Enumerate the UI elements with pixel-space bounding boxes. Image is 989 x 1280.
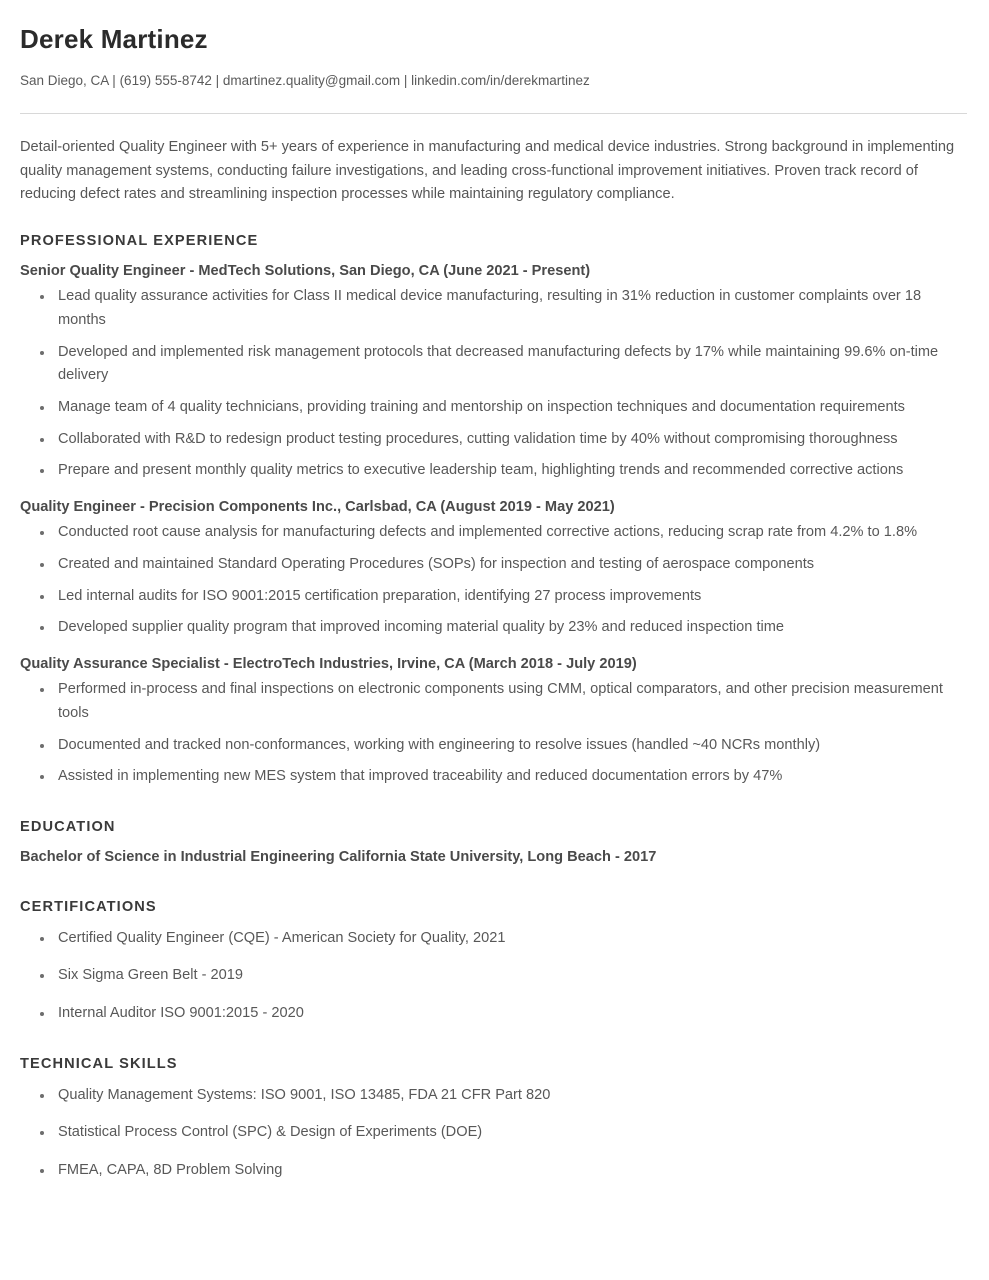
section-heading-education: EDUCATION <box>20 818 116 835</box>
job-bullet-list <box>20 678 967 789</box>
professional-summary: Detail-oriented Quality Engineer with 5+ years of experience in manufacturing and medical device industries. Strong background in implementing quality management systems, conducting failure investigations, and leading cross-functional improvement initiatives. Proven track record of reducing defect rates and streamlining inspection processes while maintaining regulatory compliance. <box>20 139 955 203</box>
experience-entry <box>20 497 967 640</box>
education-entry: Bachelor of Science in Industrial Engineering California State University, Long Beach - 2017 <box>20 848 657 865</box>
list-item: Developed supplier quality program that improved incoming material quality by 23% and reduced inspection time <box>38 616 967 640</box>
section-professional-experience <box>20 233 967 789</box>
list-item: Developed and implemented risk management protocols that decreased manufacturing defects by 17% while maintaining 99.6% on-time delivery <box>38 341 967 388</box>
job-bullet-list <box>20 285 967 482</box>
certifications-list <box>20 927 967 1026</box>
section-certifications <box>20 899 967 1026</box>
list-item: Led internal audits for ISO 9001:2015 certification preparation, identifying 27 process improvements <box>38 585 967 609</box>
job-heading: Quality Engineer - Precision Components Inc., Carlsbad, CA (August 2019 - May 2021) <box>20 498 615 515</box>
list-item: Conducted root cause analysis for manufacturing defects and implemented corrective actions, reducing scrap rate from 4.2% to 1.8% <box>38 521 967 545</box>
list-item: Documented and tracked non-conformances, working with engineering to resolve issues (handled ~40 NCRs monthly) <box>38 734 967 758</box>
list-item: Six Sigma Green Belt - 2019 <box>38 964 967 988</box>
header-divider <box>20 113 967 114</box>
experience-entry <box>20 654 967 789</box>
list-item: FMEA, CAPA, 8D Problem Solving <box>38 1159 967 1183</box>
section-education <box>20 819 967 869</box>
section-heading-experience: PROFESSIONAL EXPERIENCE <box>20 233 259 249</box>
list-item: Manage team of 4 quality technicians, providing training and mentorship on inspection techniques and documentation requirements <box>38 396 967 420</box>
section-heading-certifications: CERTIFICATIONS <box>20 898 157 915</box>
list-item: Performed in-process and final inspections on electronic components using CMM, optical comparators, and other precision measurement tools <box>38 678 967 725</box>
list-item: Certified Quality Engineer (CQE) - American Society for Quality, 2021 <box>38 927 967 951</box>
list-item: Assisted in implementing new MES system that improved traceability and reduced documentation errors by 47% <box>38 765 967 789</box>
contact-line: San Diego, CA | (619) 555-8742 | dmartinez.quality@gmail.com | linkedin.com/in/derekmartinez <box>20 73 590 89</box>
job-heading: Quality Assurance Specialist - ElectroTech Industries, Irvine, CA (March 2018 - July 2019) <box>20 655 637 672</box>
list-item: Created and maintained Standard Operating Procedures (SOPs) for inspection and testing of aerospace components <box>38 553 967 577</box>
list-item: Statistical Process Control (SPC) & Design of Experiments (DOE) <box>38 1121 967 1145</box>
list-item: Quality Management Systems: ISO 9001, ISO 13485, FDA 21 CFR Part 820 <box>38 1084 967 1108</box>
section-technical-skills <box>20 1056 967 1183</box>
list-item: Prepare and present monthly quality metrics to executive leadership team, highlighting trends and recommended corrective actions <box>38 459 967 483</box>
job-heading: Senior Quality Engineer - MedTech Solutions, San Diego, CA (June 2021 - Present) <box>20 263 591 279</box>
experience-entry <box>20 261 967 483</box>
list-item: Lead quality assurance activities for Class II medical device manufacturing, resulting in 31% reduction in customer complaints over 18 months <box>38 285 967 332</box>
skills-list <box>20 1084 967 1183</box>
list-item: Collaborated with R&D to redesign product testing procedures, cutting validation time by 40% without compromising thoroughness <box>38 428 967 452</box>
section-heading-skills: TECHNICAL SKILLS <box>20 1055 178 1072</box>
job-bullet-list <box>20 521 967 640</box>
list-item: Internal Auditor ISO 9001:2015 - 2020 <box>38 1002 967 1026</box>
page-title: Derek Martinez <box>20 24 208 54</box>
